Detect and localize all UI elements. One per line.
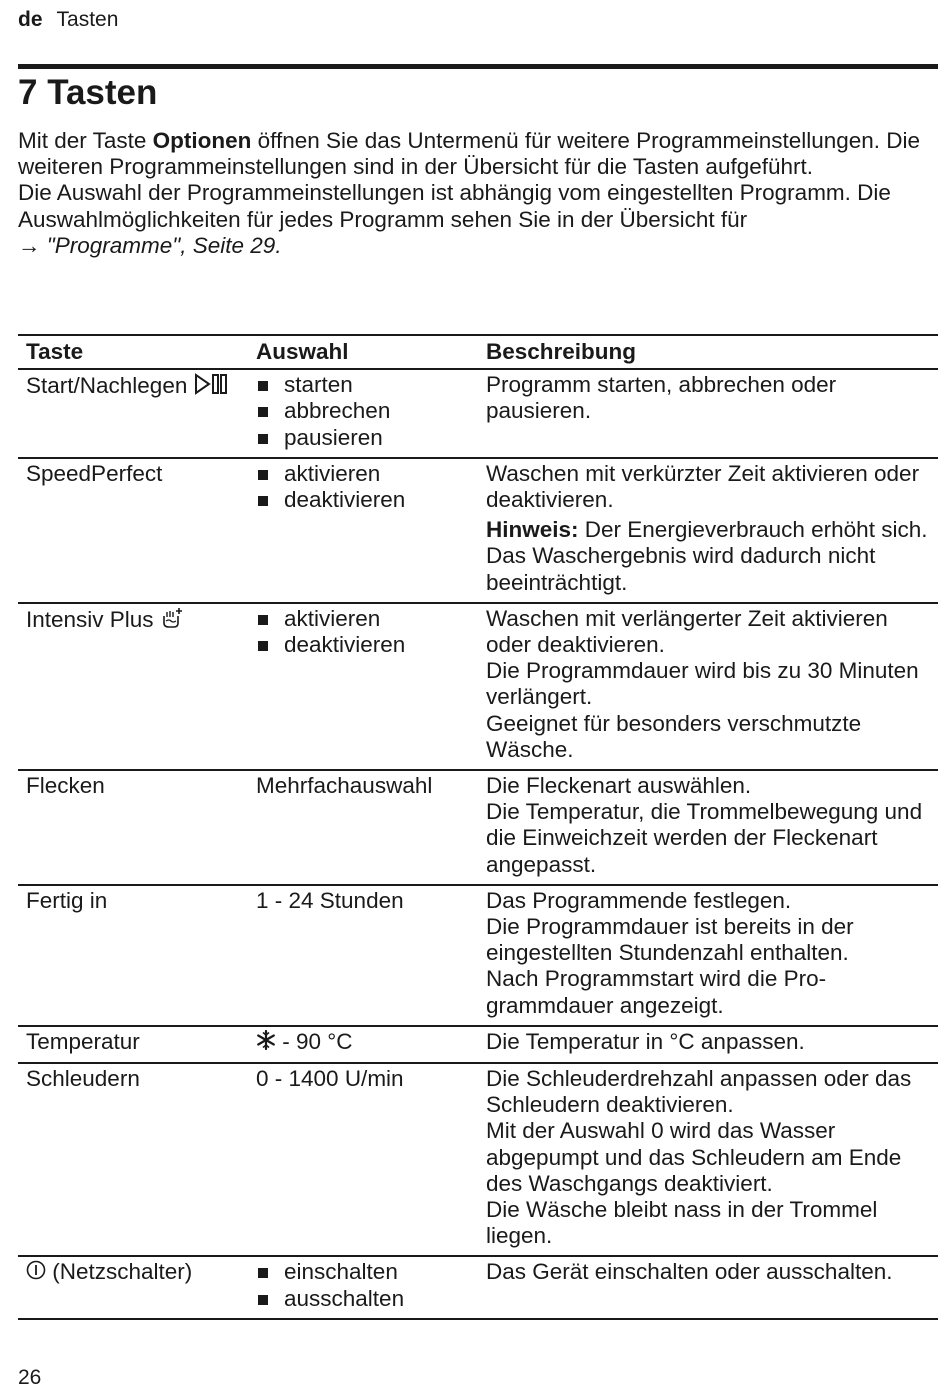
- selection-cell: [248, 1063, 478, 1256]
- selection-cell: [248, 1026, 478, 1063]
- column-header-description: Beschreibung: [478, 335, 938, 369]
- table-row: [18, 458, 938, 603]
- description-cell: [478, 1256, 938, 1318]
- key-label: Start/Nachlegen: [26, 373, 188, 399]
- hint-label: Hinweis:: [486, 517, 579, 543]
- title-rule: [18, 64, 938, 69]
- selection-value: 0 - 1400 U/min: [256, 1066, 404, 1092]
- description-text: Die Wäsche bleibt nass in der Trommel liegen.: [486, 1197, 878, 1249]
- list-item: einschalten: [256, 1259, 470, 1285]
- key-label: Flecken: [26, 773, 105, 799]
- intro-paragraph-1: [18, 128, 933, 180]
- cold-snowflake-icon: [256, 1030, 276, 1056]
- key-cell: [18, 603, 248, 770]
- description-text: Die Temperatur, die Trommelbewegung und die Einweichzeit werden der Fleckenart angepasst.: [486, 799, 923, 877]
- table-row: [18, 1063, 938, 1256]
- selection-value: Mehrfachauswahl: [256, 773, 433, 799]
- selection-cell: [248, 458, 478, 603]
- buttons-table: [18, 334, 938, 1320]
- key-cell: [18, 1063, 248, 1256]
- power-switch-icon: [26, 1260, 46, 1286]
- key-label: Intensiv Plus: [26, 606, 154, 632]
- page-title: 7 Tasten: [18, 73, 158, 112]
- description-text: Die Programmdauer ist bereits in der eingestellten Stundenzahl enthalten.: [486, 914, 854, 966]
- key-cell: [18, 369, 248, 458]
- option-list: [256, 461, 470, 513]
- key-label: Schleudern: [26, 1066, 140, 1092]
- selection-cell: [248, 369, 478, 458]
- list-item: deaktivieren: [256, 632, 470, 658]
- description-cell: [478, 770, 938, 885]
- selection-cell: [248, 770, 478, 885]
- option-list: [256, 606, 470, 658]
- selection-cell: [248, 603, 478, 770]
- table-row: [18, 885, 938, 1026]
- column-header-selection: Auswahl: [248, 335, 478, 369]
- arrow-icon: →: [18, 232, 41, 258]
- key-label: SpeedPerfect: [26, 460, 163, 486]
- description-text: Waschen mit verkürzter Zeit aktivieren oder deaktivieren.: [486, 460, 920, 513]
- list-item: ausschalten: [256, 1286, 470, 1312]
- intro-text: [18, 128, 933, 259]
- intro-p1-bold: Optionen: [152, 128, 252, 153]
- cross-reference[interactable]: [18, 233, 933, 259]
- description-text: Mit der Auswahl 0 wird das Wasser abgepumpt und das Schleudern am Ende des Waschgangs deaktiviert.: [486, 1118, 902, 1196]
- table-row: [18, 603, 938, 770]
- table-header-row: [18, 335, 938, 369]
- list-item: starten: [256, 372, 470, 398]
- selection-cell: [248, 885, 478, 1026]
- intensive-plus-icon: [160, 606, 184, 636]
- option-list: [256, 1259, 470, 1311]
- language-code: de: [18, 8, 43, 31]
- intro-paragraph-2: Die Auswahl der Programmeinstellungen ist abhängig vom eingestellten Programm. Die Auswahlmöglichkeiten für jedes Programm sehen Sie in der Übersicht für: [18, 180, 891, 232]
- header-section: Tasten: [56, 8, 119, 31]
- table-row: [18, 770, 938, 885]
- list-item: deaktivieren: [256, 487, 470, 513]
- page-number: 26: [18, 1366, 42, 1389]
- hint-note: [486, 517, 930, 543]
- cross-reference-link[interactable]: "Programme", Seite 29.: [40, 232, 282, 258]
- selection-cell: [248, 1256, 478, 1318]
- description-cell: [478, 1026, 938, 1063]
- description-cell: [478, 603, 938, 770]
- key-cell: [18, 458, 248, 603]
- list-item: pausieren: [256, 425, 470, 451]
- running-header: [18, 8, 118, 32]
- description-text: Das Programmende festlegen.: [486, 887, 792, 913]
- selection-value: 1 - 24 Stunden: [256, 887, 404, 913]
- description-cell: [478, 369, 938, 458]
- option-list: [256, 372, 470, 451]
- key-label: Temperatur: [26, 1028, 140, 1054]
- key-cell: [18, 770, 248, 885]
- description-text: Die Programmdauer wird bis zu 30 Minuten verlängert.: [486, 658, 919, 710]
- description-cell: [478, 458, 938, 603]
- intro-p1-start: Mit der Taste: [18, 128, 153, 153]
- list-item: aktivieren: [256, 461, 470, 487]
- key-label: (Netzschalter): [46, 1259, 193, 1285]
- description-text: Die Schleuderdrehzahl anpassen oder das Schleudern deaktivieren.: [486, 1066, 912, 1118]
- table-row: [18, 1256, 938, 1318]
- key-cell: [18, 885, 248, 1026]
- table-row: [18, 1026, 938, 1063]
- selection-value: - 90 °C: [276, 1028, 353, 1054]
- list-item: abbrechen: [256, 398, 470, 424]
- description-text: Waschen mit verlängerter Zeit aktivieren oder deaktivieren.: [486, 605, 888, 658]
- description-text: Die Fleckenart auswählen.: [486, 773, 752, 799]
- description-text: Das Gerät einschalten oder ausschalten.: [486, 1259, 893, 1285]
- description-text: Geeignet für besonders verschmutzte Wäsche.: [486, 710, 862, 762]
- hint-text: Der Energieverbrauch erhöht sich.: [578, 517, 928, 543]
- intro-p1-end: öffnen Sie das Untermenü für weitere Programmeinstellungen. Die weiteren Programmeinstellungen sind in der Übersicht für die Tasten aufgeführt.: [18, 128, 921, 180]
- list-item: aktivieren: [256, 606, 470, 632]
- key-cell: [18, 1026, 248, 1063]
- description-cell: [478, 885, 938, 1026]
- description-text: Die Temperatur in °C anpassen.: [486, 1028, 805, 1054]
- column-header-key: Taste: [18, 335, 248, 369]
- key-label: Fertig in: [26, 887, 108, 913]
- description-text: Das Waschergebnis wird dadurch nicht beeinträchtigt.: [486, 543, 876, 595]
- start-pause-icon: [194, 372, 230, 402]
- description-text: Nach Programmstart wird die Programmdauer angezeigt.: [486, 966, 827, 1018]
- key-cell: [18, 1256, 248, 1318]
- table-row: [18, 369, 938, 458]
- description-text: Programm starten, abbrechen oder pausieren.: [486, 372, 837, 424]
- description-cell: [478, 1063, 938, 1256]
